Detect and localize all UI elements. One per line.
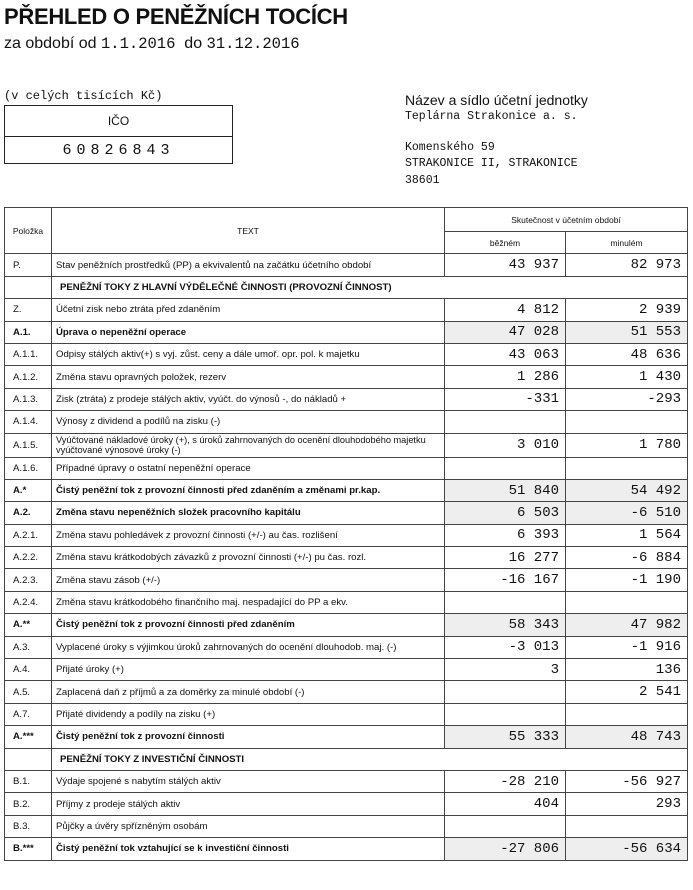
row-current: 43 937: [445, 254, 566, 276]
row-code: A.1.1.: [5, 343, 52, 365]
entity-city: STRAKONICE II, STRAKONICE: [405, 157, 578, 170]
row-text: Změna stavu krátkodobého finančního maj. nespadající do PP a ekv.: [52, 591, 445, 613]
entity-name: Teplárna Strakonice a. s.: [405, 110, 578, 123]
row-code: A.4.: [5, 659, 52, 681]
section-code-cell: [5, 748, 52, 770]
entity-block: [405, 92, 588, 187]
row-code: B.1.: [5, 770, 52, 792]
row-code: A.1.5.: [5, 433, 52, 457]
table-row: [5, 547, 688, 569]
row-text: Změna stavu pohledávek z provozní činnosti (+/-) au čas. rozlišení: [52, 524, 445, 546]
table-row: [5, 433, 688, 457]
row-previous: [566, 815, 688, 837]
entity-street: Komenského 59: [405, 141, 495, 154]
table-row: [5, 479, 688, 501]
row-current: 404: [445, 793, 566, 815]
col-header-previous: minulém: [566, 232, 688, 254]
table-row: [5, 502, 688, 524]
row-text: Odpisy stálých aktiv(+) s vyj. zůst. ceny a dále umoř. opr. pol. k majetku: [52, 343, 445, 365]
row-text: Změna stavu nepeněžních složek pracovního kapitálu: [52, 502, 445, 524]
row-text: Půjčky a úvěry spřízněným osobám: [52, 815, 445, 837]
table-row: [5, 703, 688, 725]
table-row: [5, 838, 688, 860]
col-header-item: Položka: [5, 208, 52, 254]
table-row: [5, 388, 688, 410]
section-row: [5, 748, 688, 770]
row-previous: -6 884: [566, 547, 688, 569]
row-current: [445, 457, 566, 479]
row-text: Úprava o nepeněžní operace: [52, 321, 445, 343]
report-period: [4, 35, 300, 53]
row-previous: 1 430: [566, 366, 688, 388]
row-previous: -1 190: [566, 569, 688, 591]
row-code: A.1.4.: [5, 411, 52, 433]
row-text: Přijaté dividendy a podíly na zisku (+): [52, 703, 445, 725]
row-previous: -1 916: [566, 636, 688, 658]
row-previous: 47 982: [566, 614, 688, 636]
cash-flow-table: [4, 207, 688, 861]
row-current: [445, 703, 566, 725]
row-code: B.3.: [5, 815, 52, 837]
row-previous: -293: [566, 388, 688, 410]
row-text: Stav peněžních prostředků (PP) a ekvivalentů na začátku účetního období: [52, 254, 445, 276]
row-text: Vyúčtované nákladové úroky (+), s úroků zahrnovaných do ocenění dlouhodobého majetku vyúčtované výnosové úroky (-): [52, 433, 445, 457]
row-current: 55 333: [445, 726, 566, 748]
row-current: [445, 681, 566, 703]
row-code: A.*: [5, 479, 52, 501]
row-code: A.2.3.: [5, 569, 52, 591]
row-code: A.2.1.: [5, 524, 52, 546]
row-current: 6 503: [445, 502, 566, 524]
section-title: PENĚŽNÍ TOKY Z HLAVNÍ VÝDĚLEČNÉ ČINNOSTI (PROVOZNÍ ČINNOST): [52, 276, 688, 298]
row-code: A.2.2.: [5, 547, 52, 569]
row-text: Přijaté úroky (+): [52, 659, 445, 681]
row-current: -16 167: [445, 569, 566, 591]
row-previous: -56 634: [566, 838, 688, 860]
row-current: 4 812: [445, 299, 566, 321]
table-row: [5, 636, 688, 658]
row-code: A.3.: [5, 636, 52, 658]
table-row: [5, 254, 688, 276]
row-code: A.***: [5, 726, 52, 748]
section-code-cell: [5, 276, 52, 298]
row-text: Změna stavu zásob (+/-): [52, 569, 445, 591]
row-previous: 54 492: [566, 479, 688, 501]
ico-box: [4, 105, 233, 164]
row-previous: 1 780: [566, 433, 688, 457]
ico-label: IČO: [5, 106, 232, 137]
row-current: 16 277: [445, 547, 566, 569]
row-text: Zaplacená daň z příjmů a za doměrky za minulé období (-): [52, 681, 445, 703]
row-previous: 136: [566, 659, 688, 681]
row-code: A.2.: [5, 502, 52, 524]
row-previous: 2 541: [566, 681, 688, 703]
col-header-text: TEXT: [52, 208, 445, 254]
row-code: A.7.: [5, 703, 52, 725]
ico-value: 60826843: [62, 142, 175, 159]
section-row: [5, 276, 688, 298]
row-current: 3: [445, 659, 566, 681]
row-previous: [566, 411, 688, 433]
row-code: A.2.4.: [5, 591, 52, 613]
table-row: [5, 726, 688, 748]
row-text: Změna stavu krátkodobých závazků z provozní činnosti (+/-) pu čas. rozl.: [52, 547, 445, 569]
row-code: B.2.: [5, 793, 52, 815]
row-text: Vyplacené úroky s výjimkou úroků zahrnovaných do ocenění dlouhodob. maj. (-): [52, 636, 445, 658]
row-previous: 82 973: [566, 254, 688, 276]
table-row: [5, 659, 688, 681]
row-code: A.**: [5, 614, 52, 636]
row-text: Čistý peněžní tok z provozní činnosti: [52, 726, 445, 748]
row-current: [445, 591, 566, 613]
row-text: Změna stavu opravných položek, rezerv: [52, 366, 445, 388]
row-code: A.5.: [5, 681, 52, 703]
entity-heading: Název a sídlo účetní jednotky: [405, 92, 588, 108]
table-row: [5, 411, 688, 433]
row-current: -331: [445, 388, 566, 410]
table-row: [5, 457, 688, 479]
row-text: Zisk (ztráta) z prodeje stálých aktiv, vyúčt. do výnosů -, do nákladů +: [52, 388, 445, 410]
row-current: [445, 411, 566, 433]
row-current: 6 393: [445, 524, 566, 546]
table-row: [5, 366, 688, 388]
entity-zip: 38601: [405, 174, 440, 187]
period-prefix: za období od: [4, 35, 97, 52]
row-previous: 48 743: [566, 726, 688, 748]
row-current: 3 010: [445, 433, 566, 457]
row-code: A.1.3.: [5, 388, 52, 410]
row-text: Příjmy z prodeje stálých aktiv: [52, 793, 445, 815]
row-current: -28 210: [445, 770, 566, 792]
table-row: [5, 343, 688, 365]
row-current: 51 840: [445, 479, 566, 501]
table-row: [5, 591, 688, 613]
row-previous: 51 553: [566, 321, 688, 343]
row-previous: 2 939: [566, 299, 688, 321]
row-text: Čistý peněžní tok vztahující se k investiční činnosti: [52, 838, 445, 860]
row-previous: -6 510: [566, 502, 688, 524]
row-previous: -56 927: [566, 770, 688, 792]
row-text: Výdaje spojené s nabytím stálých aktiv: [52, 770, 445, 792]
row-text: Účetní zisk nebo ztráta před zdaněním: [52, 299, 445, 321]
row-current: 1 286: [445, 366, 566, 388]
date-from: 1.1.2016: [100, 35, 176, 53]
col-header-current: běžném: [445, 232, 566, 254]
row-code: A.1.: [5, 321, 52, 343]
table-row: [5, 569, 688, 591]
row-text: Výnosy z dividend a podílů na zisku (-): [52, 411, 445, 433]
table-row: [5, 770, 688, 792]
row-current: -3 013: [445, 636, 566, 658]
row-text: Čistý peněžní tok z provozní činnosti před zdaněním a změnami pr.kap.: [52, 479, 445, 501]
row-current: 43 063: [445, 343, 566, 365]
row-previous: [566, 457, 688, 479]
row-code: B.***: [5, 838, 52, 860]
table-row: [5, 793, 688, 815]
row-previous: 1 564: [566, 524, 688, 546]
table-row: [5, 614, 688, 636]
report-title: PŘEHLED O PENĚŽNÍCH TOCÍCH: [4, 4, 348, 29]
row-current: 58 343: [445, 614, 566, 636]
table-row: [5, 299, 688, 321]
units-note: (v celých tisících Kč): [4, 89, 163, 103]
period-mid: do: [184, 35, 203, 52]
table-row: [5, 524, 688, 546]
row-code: A.1.6.: [5, 457, 52, 479]
table-row: [5, 681, 688, 703]
row-current: [445, 815, 566, 837]
row-current: -27 806: [445, 838, 566, 860]
table-row: [5, 321, 688, 343]
row-code: A.1.2.: [5, 366, 52, 388]
row-current: 47 028: [445, 321, 566, 343]
section-title: PENĚŽNÍ TOKY Z INVESTIČNÍ ČINNOSTI: [52, 748, 688, 770]
row-code: P.: [5, 254, 52, 276]
row-text: Čistý peněžní tok z provozní činnosti před zdaněním: [52, 614, 445, 636]
table-row: [5, 815, 688, 837]
date-to: 31.12.2016: [206, 35, 300, 53]
row-code: Z.: [5, 299, 52, 321]
row-text: Případné úpravy o ostatní nepeněžní operace: [52, 457, 445, 479]
row-previous: 48 636: [566, 343, 688, 365]
col-header-actual: Skutečnost v účetním období: [445, 208, 688, 232]
row-previous: [566, 591, 688, 613]
row-previous: 293: [566, 793, 688, 815]
row-previous: [566, 703, 688, 725]
